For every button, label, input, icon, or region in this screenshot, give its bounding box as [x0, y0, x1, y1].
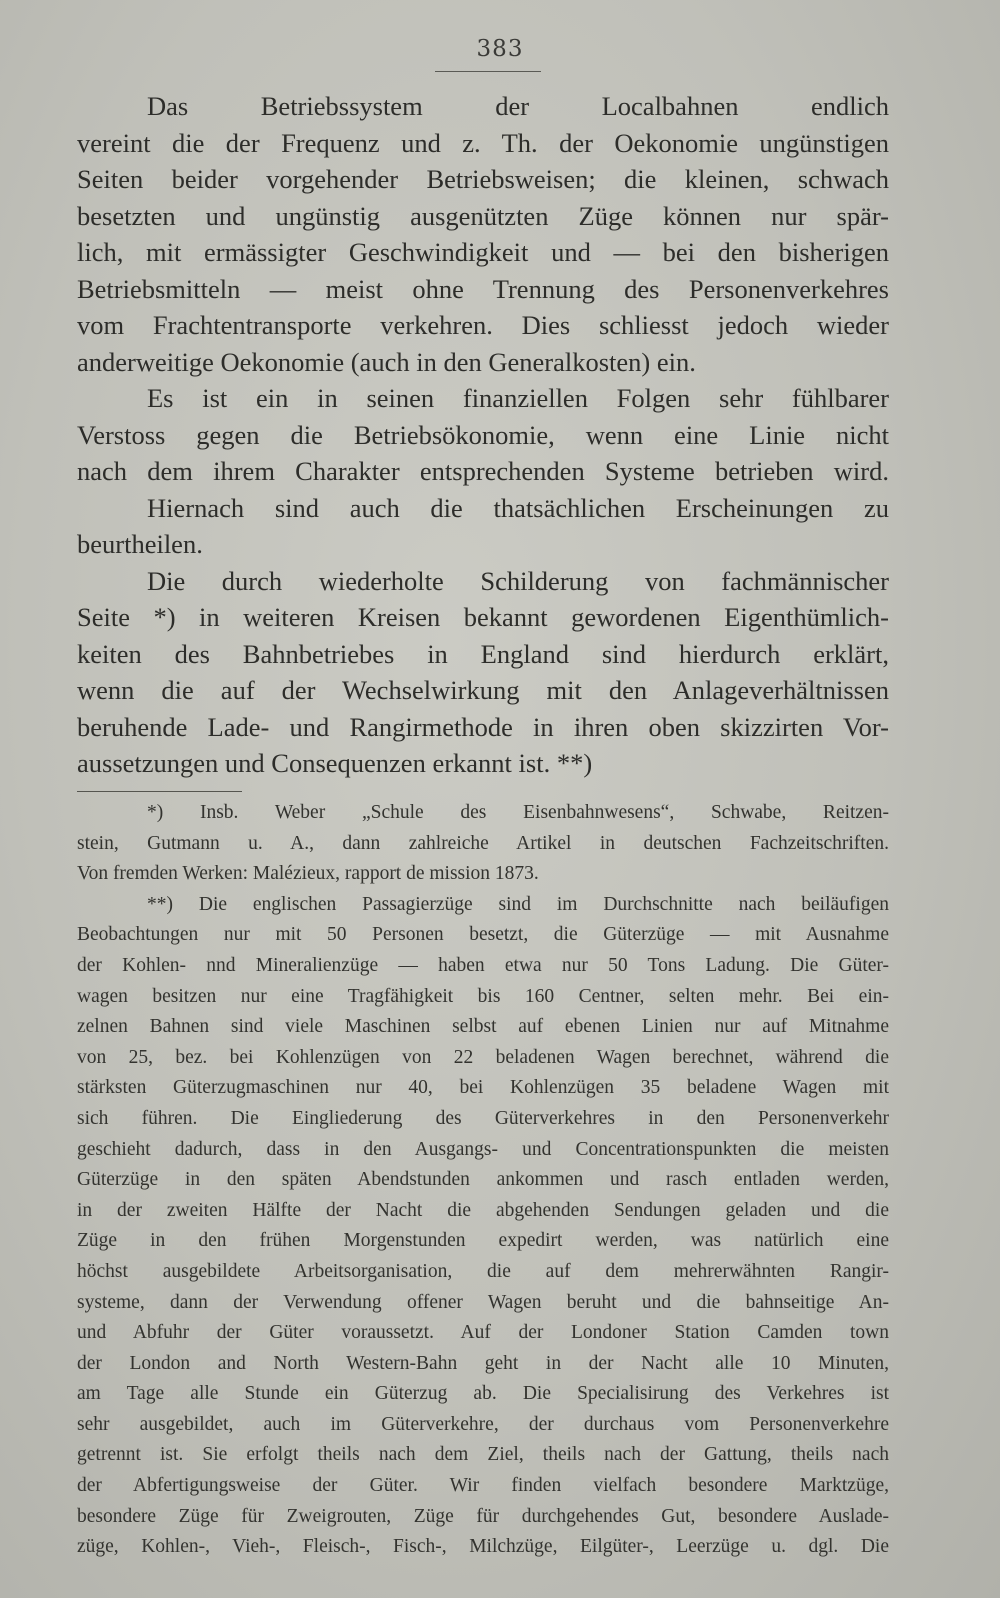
- footnote-rule: [77, 791, 242, 792]
- body-line: Hiernach sind auch die thatsächlichen Erscheinungen zu: [147, 492, 889, 523]
- footnote-line: stärksten Güterzugmaschinen nur 40, bei Kohlenzügen 35 beladene Wagen mit: [77, 1077, 889, 1099]
- body-line: vereint die der Frequenz und z. Th. der Oekonomie ungünstigen: [77, 127, 889, 158]
- body-line: beurtheilen.: [77, 529, 203, 559]
- body-text: [77, 88, 889, 782]
- footnote-line: von 25, bez. bei Kohlenzügen von 22 beladenen Wagen berechnet, während die: [77, 1046, 889, 1068]
- footnote-line: sehr ausgebildet, auch im Güterverkehre, der durchaus vom Personenverkehre: [77, 1413, 889, 1435]
- footnote-line: geschieht dadurch, dass in den Ausgangs- und Concentrationspunkten die meisten: [77, 1138, 889, 1160]
- footnote-line: *) Insb. Weber „Schule des Eisenbahnwesens“, Schwabe, Reitzen-: [147, 802, 889, 823]
- body-line: lich, mit ermässigter Geschwindigkeit und — bei den bisherigen: [77, 237, 889, 267]
- footnote-line: Güterzüge in den späten Abendstunden ankommen und rasch entladen werden,: [77, 1169, 889, 1191]
- body-line: Seiten beider vorgehender Betriebsweisen; die kleinen, schwach: [77, 164, 889, 194]
- footnote-line: besondere Züge für Zweigrouten, Züge für durchgehendes Gut, besondere Auslade-: [77, 1505, 889, 1527]
- footnote-line: der Abfertigungsweise der Güter. Wir finden vielfach besondere Marktzüge,: [77, 1475, 889, 1497]
- body-line: Es ist ein in seinen finanziellen Folgen sehr fühlbarer: [147, 383, 889, 413]
- footnote-line: wagen besitzen nur eine Tragfähigkeit bis 160 Centner, selten mehr. Bei ein-: [77, 985, 889, 1007]
- footnote-line: **) Die englischen Passagierzüge sind im Durchschnitte nach beiläufigen: [147, 893, 889, 915]
- footnote-line: und Abfuhr der Güter voraussetzt. Auf der Londoner Station Camden town: [77, 1322, 889, 1344]
- footnote-line: systeme, dann der Verwendung offener Wagen beruht und die bahnseitige An-: [77, 1291, 889, 1313]
- footnote-line: Beobachtungen nur mit 50 Personen besetzt, die Güterzüge — mit Ausnahme: [77, 924, 889, 946]
- body-line: keiten des Bahnbetriebes in England sind hierdurch erklärt,: [77, 638, 889, 669]
- footnote-line: Züge in den frühen Morgenstunden expedirt werden, was natürlich eine: [77, 1230, 889, 1252]
- body-line: aussetzungen und Consequenzen erkannt ist. **): [77, 748, 593, 778]
- footnote-line: züge, Kohlen-, Vieh-, Fleisch-, Fisch-, Milchzüge, Eilgüter-, Leerzüge u. dgl. Die: [77, 1536, 889, 1558]
- footnotes: [77, 798, 889, 1563]
- body-line: vom Frachtentransporte verkehren. Dies schliesst jedoch wieder: [77, 310, 889, 340]
- footnote-line: in der zweiten Hälfte der Nacht die abgehenden Sendungen geladen und die: [77, 1199, 889, 1221]
- body-line: Die durch wiederholte Schilderung von fachmännischer: [147, 565, 889, 596]
- footnote-line: zelnen Bahnen sind viele Maschinen selbst auf ebenen Linien nur auf Mitnahme: [77, 1016, 889, 1038]
- body-line: Verstoss gegen die Betriebsökonomie, wenn eine Linie nicht: [77, 419, 889, 450]
- footnote-line: höchst ausgebildete Arbeitsorganisation, die auf dem mehrerwähnten Rangir-: [77, 1260, 889, 1282]
- page-number: 383: [476, 36, 524, 62]
- footnote-line: stein, Gutmann u. A., dann zahlreiche Artikel in deutschen Fachzeitschriften.: [77, 832, 889, 854]
- body-line: Betriebsmitteln — meist ohne Trennung des Personenverkehres: [77, 273, 889, 304]
- body-line: anderweitige Oekonomie (auch in den Generalkosten) ein.: [77, 346, 696, 377]
- body-line: beruhende Lade- und Rangirmethode in ihren oben skizzirten Vor-: [77, 711, 889, 742]
- body-line: Seite *) in weiteren Kreisen bekannt gewordenen Eigenthümlich-: [77, 602, 889, 632]
- footnote-line: der London and North Western-Bahn geht in der Nacht alle 10 Minuten,: [77, 1352, 889, 1374]
- body-line: Das Betriebssystem der Localbahnen endlich: [147, 91, 889, 121]
- footnote-line: Von fremden Werken: Malézieux, rapport de mission 1873.: [77, 863, 539, 885]
- body-line: nach dem ihrem Charakter entsprechenden Systeme betrieben wird.: [77, 456, 889, 486]
- body-line: wenn die auf der Wechselwirkung mit den Anlageverhältnissen: [77, 675, 889, 705]
- footnote-line: getrennt ist. Sie erfolgt theils nach dem Ziel, theils nach der Gattung, theils nach: [77, 1444, 889, 1466]
- footnote-line: der Kohlen- nnd Mineralienzüge — haben etwa nur 50 Tons Ladung. Die Güter-: [77, 954, 889, 976]
- body-line: besetzten und ungünstig ausgenützten Züge können nur spär-: [77, 200, 889, 231]
- footnote-line: am Tage alle Stunde ein Güterzug ab. Die Specialisirung des Verkehres ist: [77, 1383, 889, 1405]
- footnote-line: sich führen. Die Eingliederung des Güterverkehres in den Personenverkehr: [77, 1107, 889, 1129]
- page-number-rule: [435, 71, 541, 72]
